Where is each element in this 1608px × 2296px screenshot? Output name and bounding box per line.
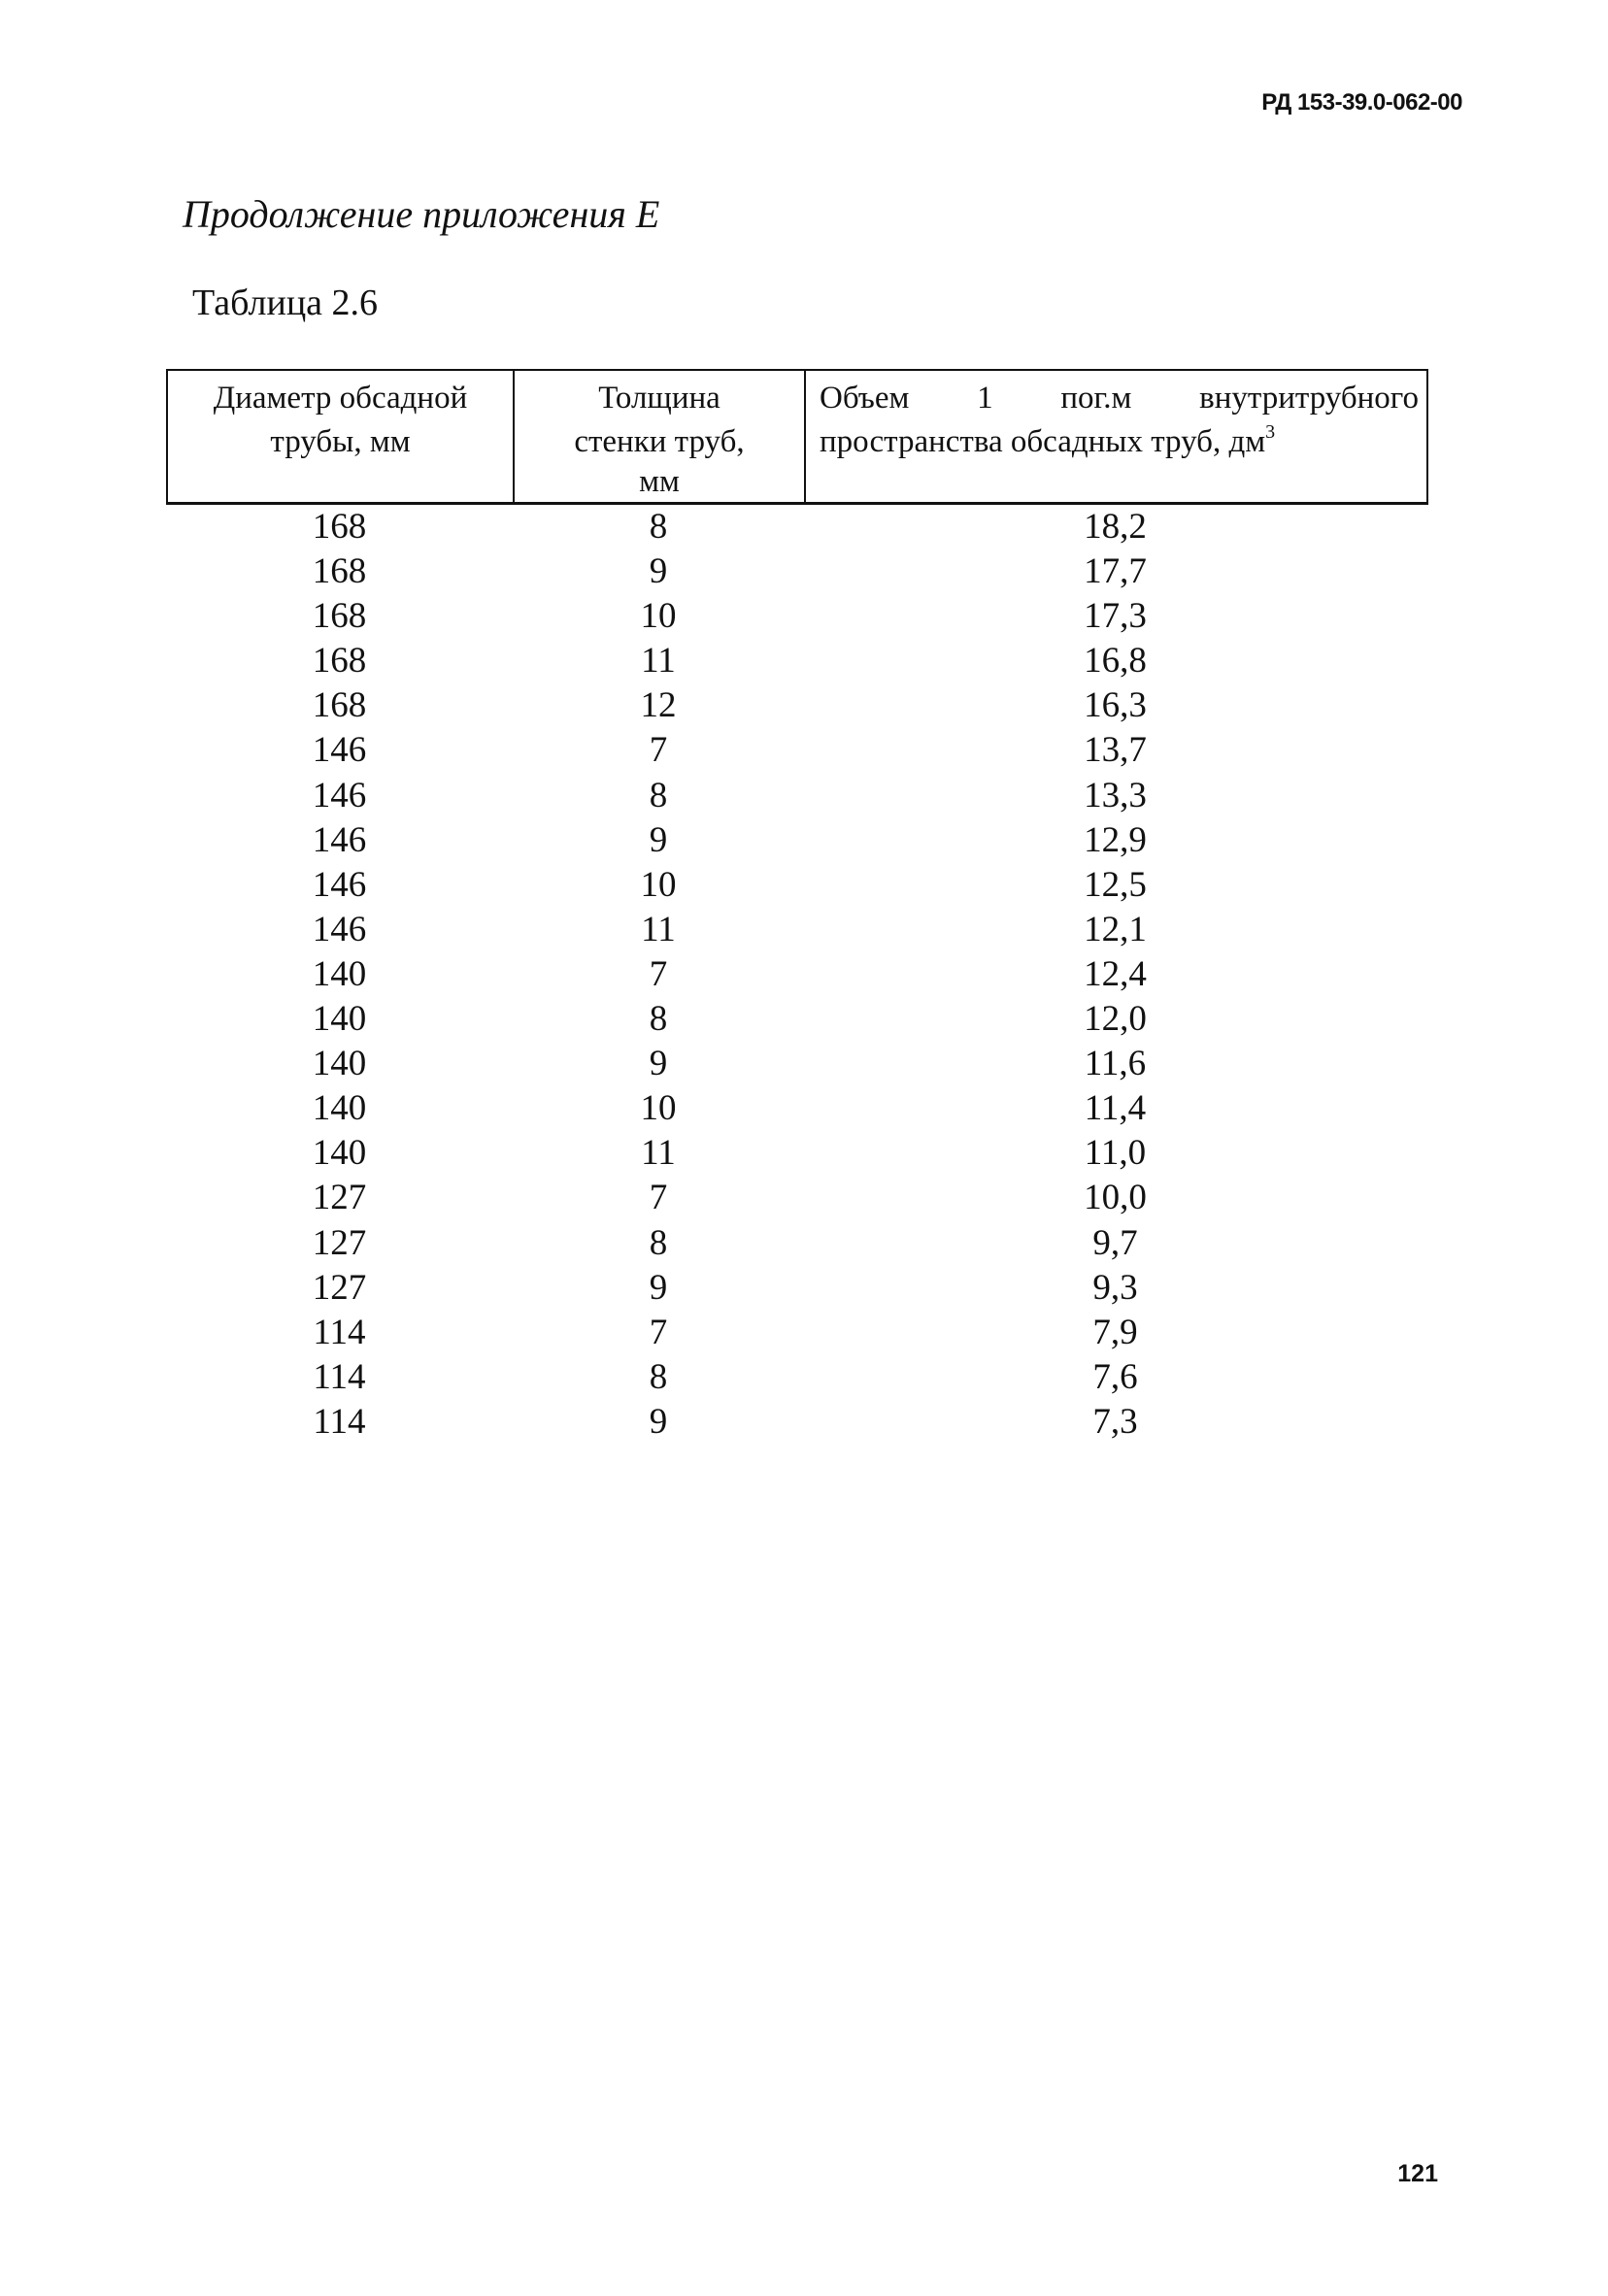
table-row xyxy=(166,1176,1428,1220)
table-row xyxy=(166,997,1428,1042)
header-volume-line-2 xyxy=(820,421,1276,459)
diameter-value: 127 xyxy=(312,1267,367,1308)
table-row xyxy=(166,728,1428,773)
wall-thickness-value: 9 xyxy=(649,1044,668,1084)
wall-thickness-value: 9 xyxy=(649,1401,668,1442)
wall-thickness-value: 10 xyxy=(640,1088,677,1129)
table-row xyxy=(166,863,1428,908)
volume-value: 11,4 xyxy=(1084,1088,1147,1129)
table-row xyxy=(166,1042,1428,1086)
header-cell-wall-thickness xyxy=(515,371,806,502)
table-row xyxy=(166,1266,1428,1311)
wall-thickness-value: 11 xyxy=(641,1133,676,1174)
volume-value: 18,2 xyxy=(1084,507,1147,547)
diameter-value: 146 xyxy=(312,864,367,905)
diameter-value: 168 xyxy=(312,641,367,682)
volume-value: 11,6 xyxy=(1084,1044,1147,1084)
diameter-value: 168 xyxy=(312,551,367,592)
volume-value: 16,8 xyxy=(1084,641,1147,682)
volume-value: 7,9 xyxy=(1092,1312,1138,1352)
volume-value: 11,0 xyxy=(1084,1133,1147,1174)
diameter-value: 140 xyxy=(312,1044,367,1084)
wall-thickness-value: 11 xyxy=(641,641,676,682)
volume-value: 10,0 xyxy=(1084,1178,1147,1218)
table-body xyxy=(166,505,1428,1445)
wall-thickness-value: 7 xyxy=(649,1178,668,1218)
volume-value: 17,7 xyxy=(1084,551,1147,592)
volume-value: 13,7 xyxy=(1084,730,1147,771)
table-row xyxy=(166,1400,1428,1445)
diameter-value: 140 xyxy=(312,953,367,994)
table-row xyxy=(166,818,1428,863)
header-wall-line-3: мм xyxy=(639,464,680,499)
volume-value: 16,3 xyxy=(1084,685,1147,726)
wall-thickness-value: 9 xyxy=(649,819,668,860)
wall-thickness-value: 9 xyxy=(649,1267,668,1308)
diameter-value: 127 xyxy=(312,1222,367,1263)
wall-thickness-value: 12 xyxy=(640,685,677,726)
table-row xyxy=(166,1311,1428,1355)
volume-value: 13,3 xyxy=(1084,775,1147,815)
document-code: РД 153-39.0-062-00 xyxy=(1261,89,1462,116)
diameter-value: 140 xyxy=(312,1133,367,1174)
volume-value: 12,4 xyxy=(1084,953,1147,994)
volume-value: 9,7 xyxy=(1092,1222,1138,1263)
wall-thickness-value: 10 xyxy=(640,864,677,905)
volume-value: 12,9 xyxy=(1084,819,1147,860)
volume-value: 12,5 xyxy=(1084,864,1147,905)
diameter-value: 140 xyxy=(312,999,367,1040)
diameter-value: 168 xyxy=(312,507,367,547)
header-wall-line-2: стенки труб, xyxy=(574,424,745,459)
volume-value: 7,6 xyxy=(1092,1356,1138,1397)
page-number: 121 xyxy=(1397,2160,1438,2187)
diameter-value: 146 xyxy=(312,819,367,860)
header-cell-volume xyxy=(806,371,1428,502)
wall-thickness-value: 7 xyxy=(649,953,668,994)
wall-thickness-value: 7 xyxy=(649,1312,668,1352)
table-header xyxy=(166,369,1428,505)
table-row xyxy=(166,639,1428,683)
table-row xyxy=(166,1355,1428,1400)
diameter-value: 127 xyxy=(312,1178,367,1218)
table-row xyxy=(166,952,1428,997)
diameter-value: 146 xyxy=(312,730,367,771)
table-row xyxy=(166,549,1428,594)
diameter-value: 168 xyxy=(312,685,367,726)
wall-thickness-value: 9 xyxy=(649,551,668,592)
diameter-value: 146 xyxy=(312,775,367,815)
wall-thickness-value: 8 xyxy=(649,999,668,1040)
wall-thickness-value: 11 xyxy=(641,909,676,949)
table-row xyxy=(166,1221,1428,1266)
diameter-value: 140 xyxy=(312,1088,367,1129)
table-row xyxy=(166,1086,1428,1131)
wall-thickness-value: 8 xyxy=(649,1222,668,1263)
table-row xyxy=(166,908,1428,952)
table-row xyxy=(166,774,1428,818)
diameter-value: 114 xyxy=(313,1401,366,1442)
volume-value: 12,1 xyxy=(1084,909,1147,949)
table-row xyxy=(166,594,1428,639)
diameter-value: 114 xyxy=(313,1312,366,1352)
header-wall-line-1: Толщина xyxy=(598,381,720,416)
wall-thickness-value: 10 xyxy=(640,596,677,637)
wall-thickness-value: 8 xyxy=(649,775,668,815)
header-volume-line-2-text: пространства обсадных труб, дм xyxy=(820,424,1266,459)
volume-value: 12,0 xyxy=(1084,999,1147,1040)
table-row xyxy=(166,683,1428,728)
diameter-value: 168 xyxy=(312,596,367,637)
header-volume-unit-exponent: 3 xyxy=(1265,421,1276,443)
header-cell-diameter xyxy=(168,371,515,502)
wall-thickness-value: 7 xyxy=(649,730,668,771)
wall-thickness-value: 8 xyxy=(649,1356,668,1397)
header-diameter-line-1: Диаметр обсадной xyxy=(213,381,468,416)
volume-value: 9,3 xyxy=(1092,1267,1138,1308)
appendix-continuation-heading: Продолжение приложения Е xyxy=(183,192,660,236)
wall-thickness-value: 8 xyxy=(649,507,668,547)
diameter-value: 114 xyxy=(313,1356,366,1397)
table-row xyxy=(166,505,1428,549)
header-volume-line-1: Объем 1 пог.м внутритрубного xyxy=(820,381,1419,416)
header-diameter-line-2: трубы, мм xyxy=(270,424,411,459)
volume-value: 7,3 xyxy=(1092,1401,1138,1442)
volume-value: 17,3 xyxy=(1084,596,1147,637)
table-title: Таблица 2.6 xyxy=(192,283,379,323)
diameter-value: 146 xyxy=(312,909,367,949)
table-row xyxy=(166,1131,1428,1176)
